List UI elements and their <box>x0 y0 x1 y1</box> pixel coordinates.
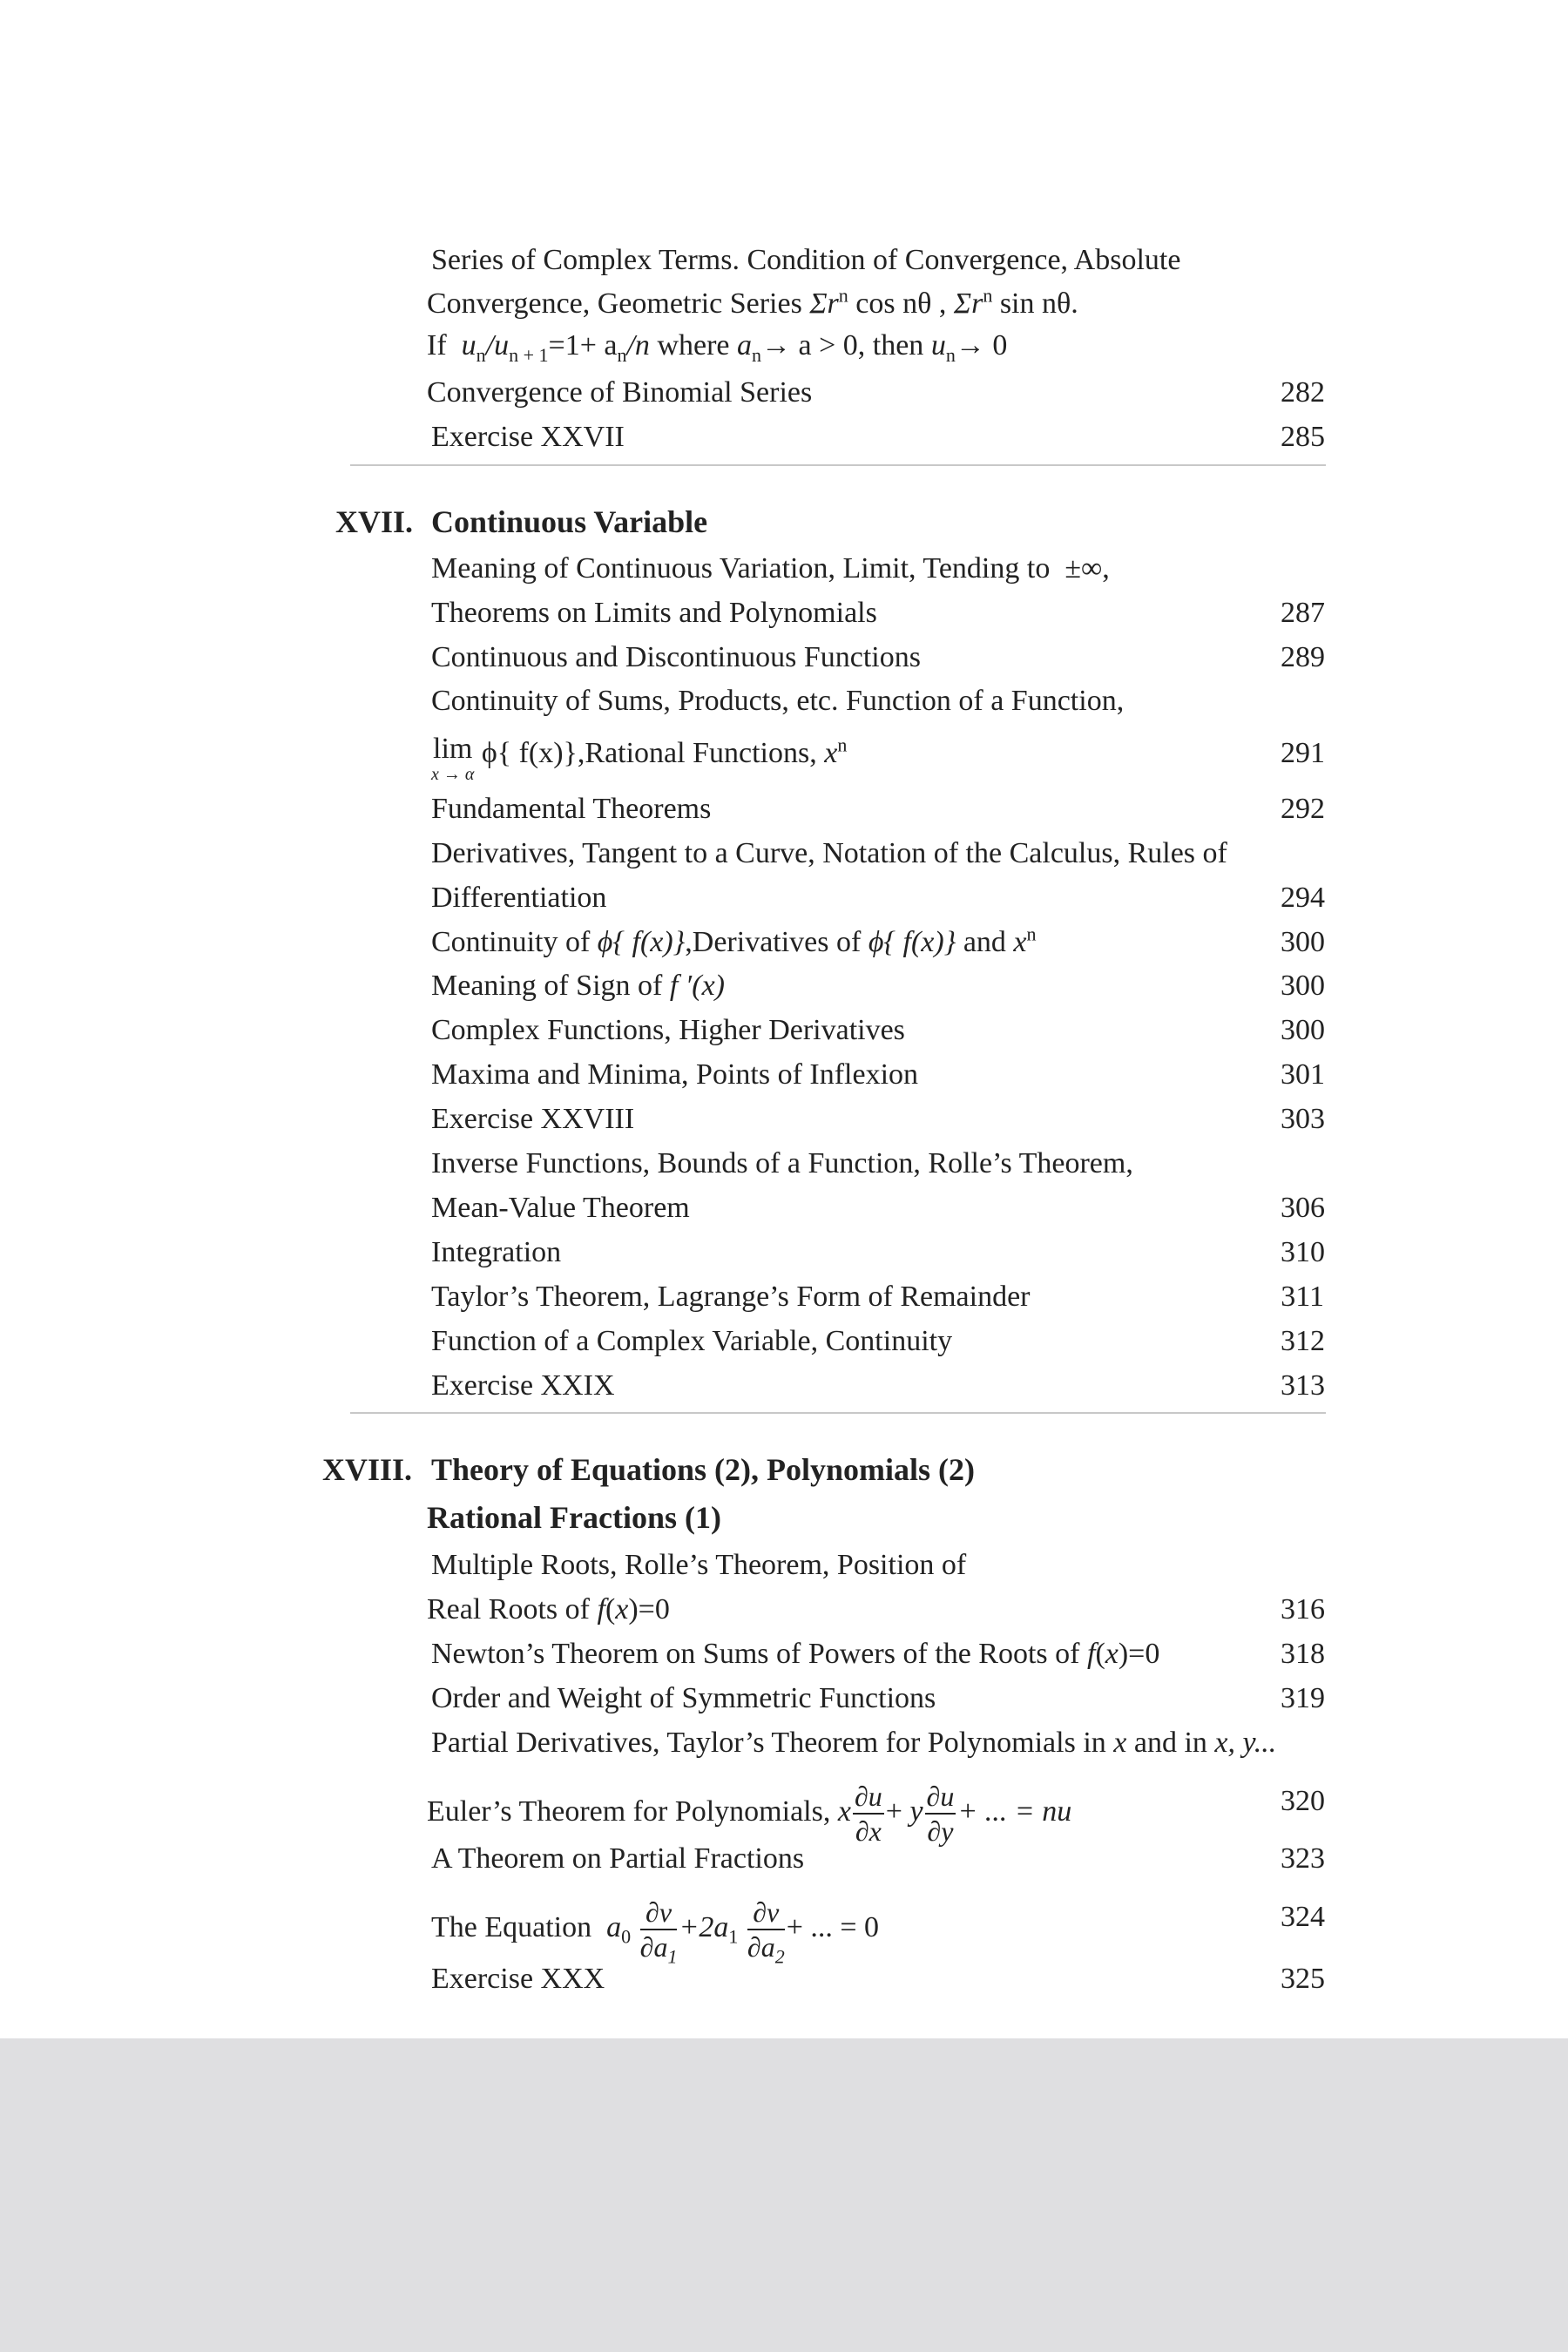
entry-text <box>431 1896 880 1968</box>
subscript: n <box>752 343 761 366</box>
page-number: 282 <box>1281 376 1325 409</box>
phi-expression: ϕ{ f(x)} <box>868 926 956 958</box>
entry-text-part: and <box>963 926 1006 958</box>
if-word: If <box>427 329 447 362</box>
x-var: x <box>1013 926 1027 958</box>
phi-expression: ϕ{ f(x)} <box>481 737 578 769</box>
fraction-denominator: ∂y <box>927 1815 954 1847</box>
infinity-symbol: ±∞, <box>1064 552 1110 585</box>
x-var: x <box>615 1593 629 1625</box>
page-number: 300 <box>1281 1014 1325 1046</box>
entry-text-part: Continuity of <box>431 926 591 958</box>
x-var: x <box>1113 1727 1127 1759</box>
section-divider <box>350 1412 1326 1414</box>
entry-text: Continuous and Discontinuous Functions <box>431 641 921 673</box>
page-number: 316 <box>1281 1593 1325 1625</box>
math-part: )=0 <box>1118 1638 1160 1670</box>
entry-text-part: Newton’s Theorem on Sums of Powers of the Roots of <box>431 1638 1080 1670</box>
sin-term: sin nθ. <box>999 287 1078 320</box>
page-number: 325 <box>1281 1963 1325 1995</box>
entry-text <box>431 550 1110 588</box>
entry-text: Convergence of Binomial Series <box>427 376 813 409</box>
entry-text: Exercise XXX <box>431 1963 605 1995</box>
entry-text <box>431 1635 1159 1673</box>
entry-text-part: The Equation <box>431 1910 592 1943</box>
math-part: → 0 <box>955 329 1008 362</box>
entry-text: Fundamental Theorems <box>431 793 712 825</box>
a-var: a <box>737 329 752 362</box>
chapter-number: XVII. <box>335 504 414 539</box>
page-number: 285 <box>1281 421 1325 453</box>
entry-text: Complex Functions, Higher Derivatives <box>431 1014 905 1046</box>
entry-text: Exercise XXVIII <box>431 1103 635 1135</box>
page-number: 292 <box>1281 793 1325 825</box>
page-number: 289 <box>1281 641 1325 673</box>
entry-text: Differentiation <box>431 882 607 914</box>
page-number: 312 <box>1281 1325 1325 1357</box>
u-var: /u <box>485 329 510 362</box>
page-number: 291 <box>1281 737 1325 769</box>
math-part: )=0 <box>628 1593 670 1625</box>
subscript: n <box>945 343 956 366</box>
page-number: 324 <box>1281 1901 1325 1933</box>
entry-text-part: ,Derivatives of <box>685 926 862 958</box>
math-part: +2a <box>679 1910 729 1943</box>
math-part: + ... = 0 <box>786 1910 880 1943</box>
page-number: 287 <box>1281 597 1325 629</box>
entry-text: Multiple Roots, Rolle’s Theorem, Position of <box>431 1549 967 1581</box>
math-part: =1+ a <box>548 329 618 362</box>
entry-text: Taylor’s Theorem, Lagrange’s Form of Remainder <box>431 1281 1031 1313</box>
cos-term: cos nθ , <box>855 287 947 320</box>
fraction-numerator: ∂u <box>853 1782 884 1815</box>
entry-text <box>431 734 847 783</box>
math-part: + ... = nu <box>957 1794 1072 1828</box>
entry-text: Derivatives, Tangent to a Curve, Notation of the Calculus, Rules of <box>431 837 1227 869</box>
x-var: x <box>824 737 838 769</box>
a-var: a <box>606 1910 622 1943</box>
chapter-number: XVIII. <box>322 1452 413 1487</box>
fraction <box>747 1896 785 1968</box>
f-var: f <box>1086 1638 1096 1670</box>
fraction-denominator: ∂x <box>855 1815 882 1847</box>
entry-text: Theorems on Limits and Polynomials <box>431 597 877 629</box>
x-var: x <box>1105 1638 1119 1670</box>
entry-text: Function of a Complex Variable, Continuity <box>431 1325 953 1357</box>
fraction-numerator: ∂v <box>640 1898 678 1930</box>
y-var: y <box>909 1794 923 1828</box>
superscript: n <box>837 733 848 756</box>
page-number: 306 <box>1281 1192 1325 1224</box>
page-number: 318 <box>1281 1638 1325 1670</box>
subscript: 2 <box>774 1945 785 1968</box>
u-var: u <box>930 329 946 362</box>
page-number: 323 <box>1281 1842 1325 1875</box>
page-number: 311 <box>1281 1281 1324 1313</box>
entry-text: Integration <box>431 1236 562 1268</box>
fraction-numerator: ∂u <box>925 1782 956 1815</box>
entry-text: Exercise XXVII <box>431 421 625 453</box>
chapter-title: Theory of Equations (2), Polynomials (2) <box>431 1452 976 1487</box>
entry-text: A Theorem on Partial Fractions <box>431 1842 805 1875</box>
page-number: 300 <box>1281 970 1325 1002</box>
page-number: 313 <box>1281 1369 1325 1402</box>
page-number: 319 <box>1281 1682 1325 1714</box>
entry-text <box>427 1591 670 1629</box>
f-var: f <box>597 1593 605 1625</box>
subscript: n <box>476 343 486 366</box>
sigma-r: Σr <box>809 287 839 320</box>
page-number: 320 <box>1281 1785 1325 1817</box>
fraction <box>853 1782 884 1845</box>
entry-text: Series of Complex Terms. Condition of Convergence, Absolute <box>431 244 1181 276</box>
lim-word: lim <box>433 733 473 765</box>
subscript: n + 1 <box>509 343 549 366</box>
fraction-denominator <box>639 1930 678 1968</box>
subscript: 0 <box>621 1925 632 1948</box>
entry-text-part: Convergence, Geometric Series <box>427 287 802 320</box>
paren: ( <box>605 1593 616 1625</box>
entry-text <box>427 285 1078 323</box>
chapter-title: Continuous Variable <box>431 504 708 539</box>
entry-text-part: Partial Derivatives, Taylor’s Theorem for Polynomials in <box>431 1727 1106 1759</box>
page-number: 310 <box>1281 1236 1325 1268</box>
subscript: 1 <box>667 1945 678 1968</box>
denominator-text: ∂a <box>747 1931 775 1963</box>
math-part: /n <box>626 329 650 362</box>
entry-text: Continuity of Sums, Products, etc. Function of a Function, <box>431 685 1125 717</box>
xy-vars: x, y... <box>1214 1727 1277 1759</box>
entry-text: Exercise XXIX <box>431 1369 615 1402</box>
entry-text: Mean-Value Theorem <box>431 1192 690 1224</box>
fraction <box>639 1896 678 1968</box>
page-number: 303 <box>1281 1103 1325 1135</box>
entry-text-part: Real Roots of <box>427 1593 590 1625</box>
superscript: n <box>838 284 848 307</box>
page-number: 301 <box>1281 1058 1325 1091</box>
superscript: n <box>1026 923 1037 945</box>
fraction <box>925 1782 956 1845</box>
limit-expression <box>431 734 474 783</box>
entry-text-part: Euler’s Theorem for Polynomials, <box>427 1794 831 1828</box>
chapter-subtitle: Rational Fractions (1) <box>427 1500 721 1535</box>
page-number: 300 <box>1281 926 1325 958</box>
x-var: x <box>837 1794 851 1828</box>
entry-text-part: ,Rational Functions, <box>577 737 817 769</box>
sigma-r: Σr <box>953 287 983 320</box>
paren: ( <box>1095 1638 1105 1670</box>
entry-text: Maxima and Minima, Points of Inflexion <box>431 1058 919 1091</box>
entry-text-part: Meaning of Sign of <box>431 970 663 1002</box>
subscript: 1 <box>728 1925 739 1948</box>
where-word: where <box>657 329 730 362</box>
f-prime-expression: f ′(x) <box>669 970 725 1002</box>
entry-text: Inverse Functions, Bounds of a Function, Rolle’s Theorem, <box>431 1147 1133 1179</box>
entry-text <box>431 1724 1276 1762</box>
lim-subscript: x → α <box>431 765 475 784</box>
entry-text <box>431 923 1037 962</box>
entry-text: Order and Weight of Symmetric Functions <box>431 1682 936 1714</box>
math-part: → a > 0, then <box>761 329 924 362</box>
entry-text-part: and in <box>1133 1727 1207 1759</box>
plus-sign: + <box>885 1794 902 1828</box>
entry-text-part: Meaning of Continuous Variation, Limit, Tending to <box>431 552 1051 585</box>
fraction-denominator <box>747 1930 785 1968</box>
u-var: u <box>461 329 476 362</box>
section-divider <box>350 464 1326 466</box>
superscript: n <box>983 284 993 307</box>
fraction-numerator: ∂v <box>747 1898 785 1930</box>
page-number: 294 <box>1281 882 1325 914</box>
page-footer-background <box>0 2038 1568 2352</box>
denominator-text: ∂a <box>639 1931 668 1963</box>
entry-text <box>431 967 725 1005</box>
entry-text <box>427 327 1007 365</box>
subscript: n <box>617 343 627 366</box>
phi-expression: ϕ{ f(x)} <box>597 926 686 958</box>
entry-text <box>427 1782 1071 1845</box>
